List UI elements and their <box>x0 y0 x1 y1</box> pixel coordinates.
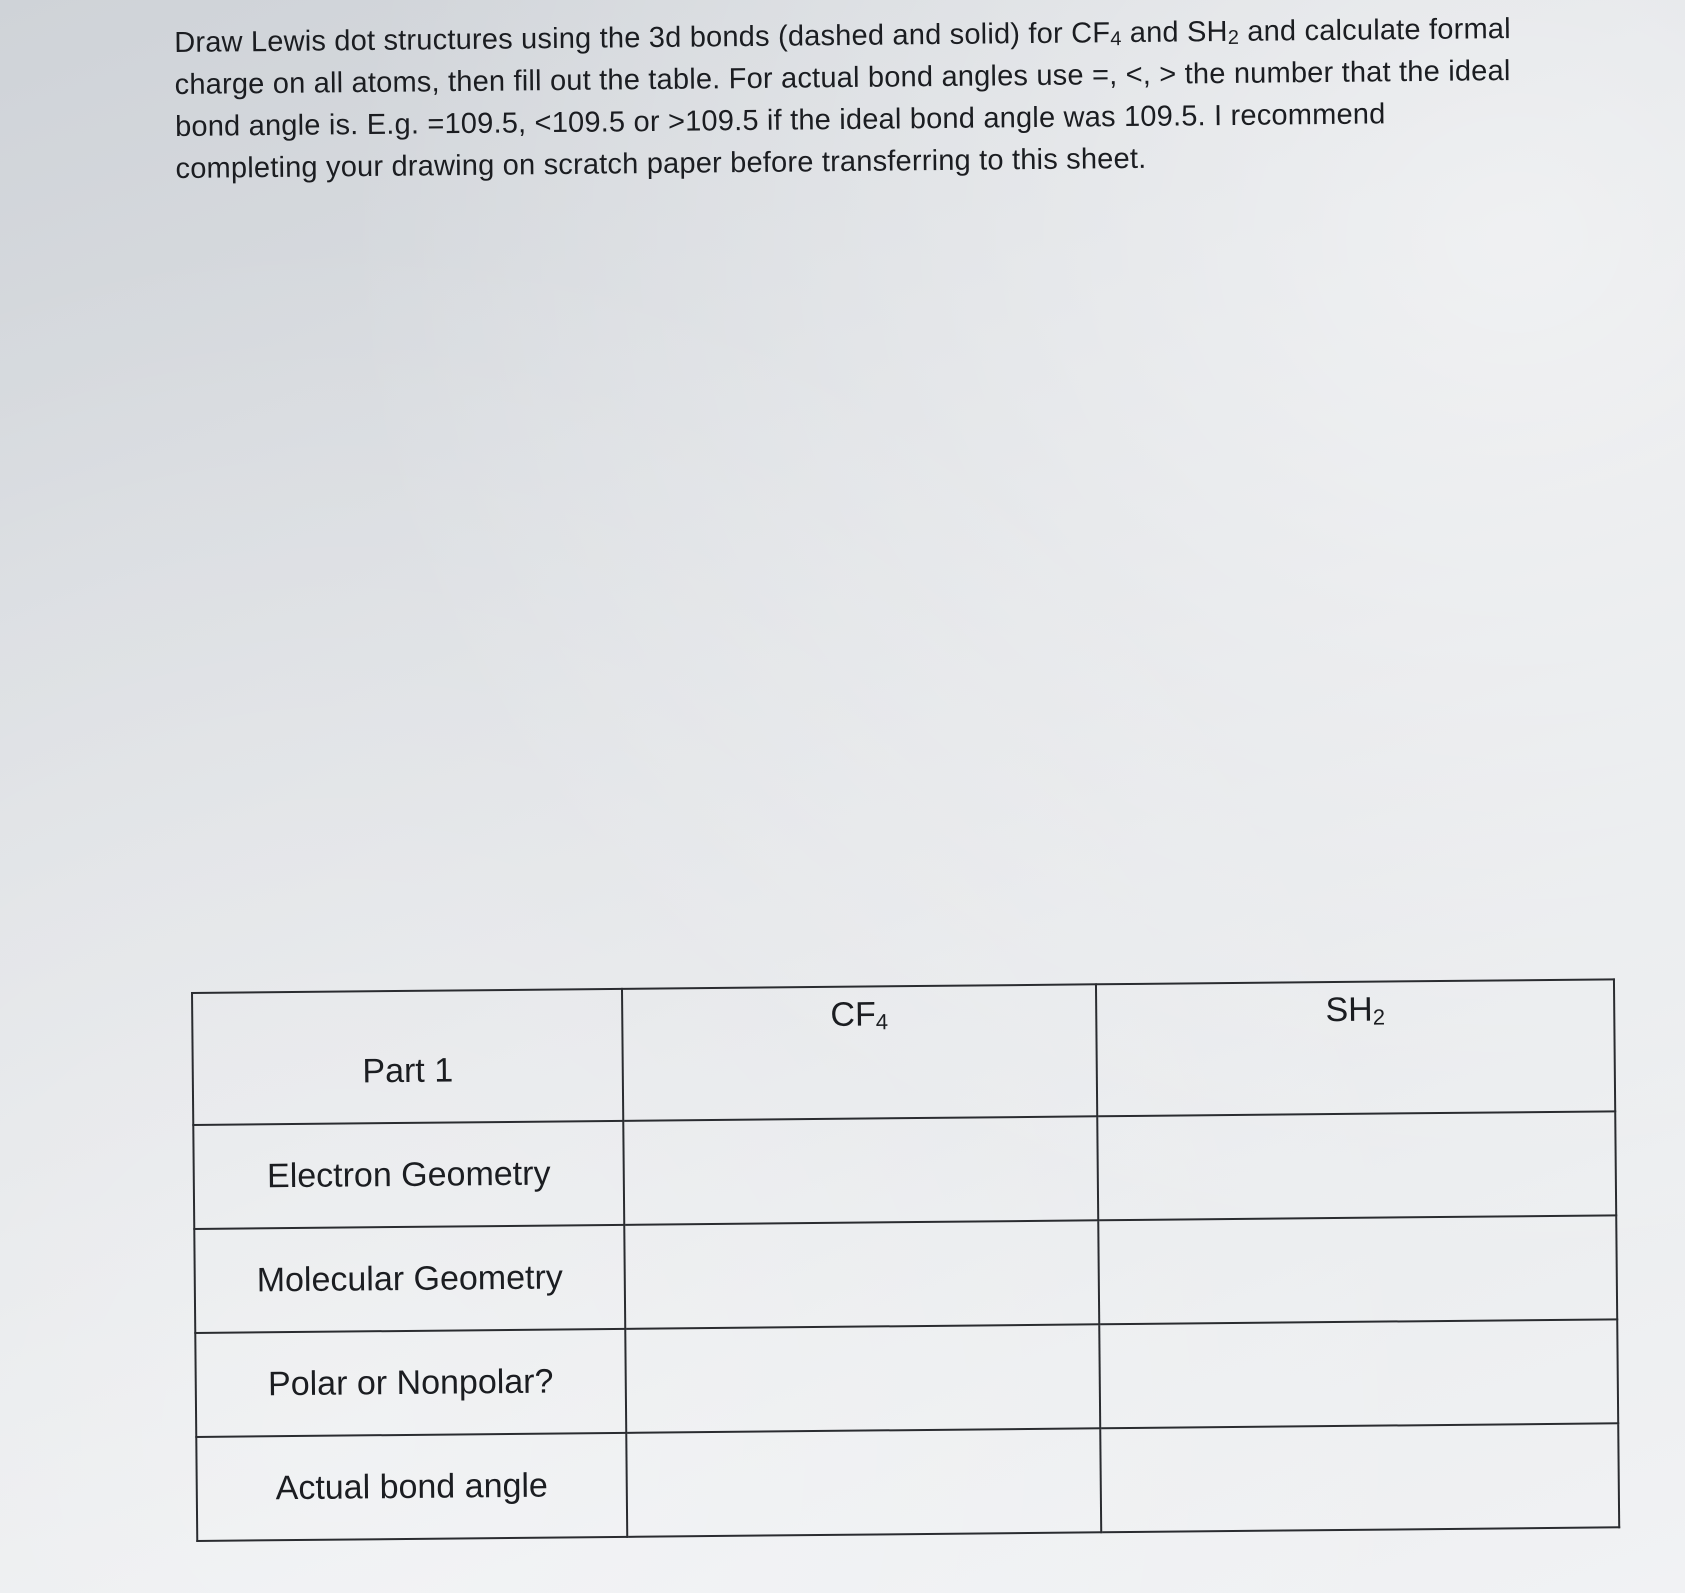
header-sh2 <box>1096 979 1615 1116</box>
cell-sh2-molecular-geometry[interactable] <box>1098 1215 1617 1324</box>
header-part-1: Part 1 <box>192 989 623 1125</box>
cell-sh2-bond-angle[interactable] <box>1100 1423 1619 1532</box>
cell-sh2-polarity[interactable] <box>1099 1319 1618 1428</box>
instructions-sub-4: 4 <box>1110 28 1122 51</box>
cell-cf4-bond-angle[interactable] <box>626 1428 1101 1537</box>
row-label-electron-geometry: Electron Geometry <box>193 1121 624 1229</box>
instructions-part-2: and SH <box>1121 15 1228 50</box>
cell-cf4-molecular-geometry[interactable] <box>624 1220 1099 1329</box>
table-row-molecular-geometry <box>194 1215 1617 1333</box>
row-label-molecular-geometry: Molecular Geometry <box>194 1225 625 1333</box>
table-row-electron-geometry <box>193 1111 1616 1229</box>
cell-cf4-polarity[interactable] <box>625 1324 1100 1433</box>
cell-cf4-electron-geometry[interactable] <box>623 1116 1098 1225</box>
table-row-polarity <box>195 1319 1618 1437</box>
row-label-polarity: Polar or Nonpolar? <box>195 1329 626 1437</box>
cell-sh2-electron-geometry[interactable] <box>1097 1111 1616 1220</box>
header-cf4 <box>622 984 1097 1121</box>
instructions-part-1: Draw Lewis dot structures using the 3d bonds (dashed and solid) for CF <box>174 17 1111 59</box>
instructions-text <box>174 8 1516 190</box>
cf4-formula: $CF_4$ <box>830 995 889 1035</box>
instructions-part-3: and calculate formal charge on all atoms, then fill out the table. For actual bond angles use =, <, > the number that the ideal bond angle is. E.g. =109.5, <109.5 or >109.5 if the ideal bond angle was 109.5. I recommend completing your drawing on scratch paper before transferring to this sheet. <box>174 13 1511 185</box>
sh2-formula: $SH_2$ <box>1325 990 1386 1030</box>
table-header-row <box>192 979 1615 1125</box>
answer-table-container <box>191 978 1620 1542</box>
answer-table <box>191 978 1620 1542</box>
row-label-bond-angle: Actual bond angle <box>196 1433 627 1541</box>
instructions-sub-2: 2 <box>1227 26 1240 49</box>
table-row-bond-angle <box>196 1423 1619 1541</box>
